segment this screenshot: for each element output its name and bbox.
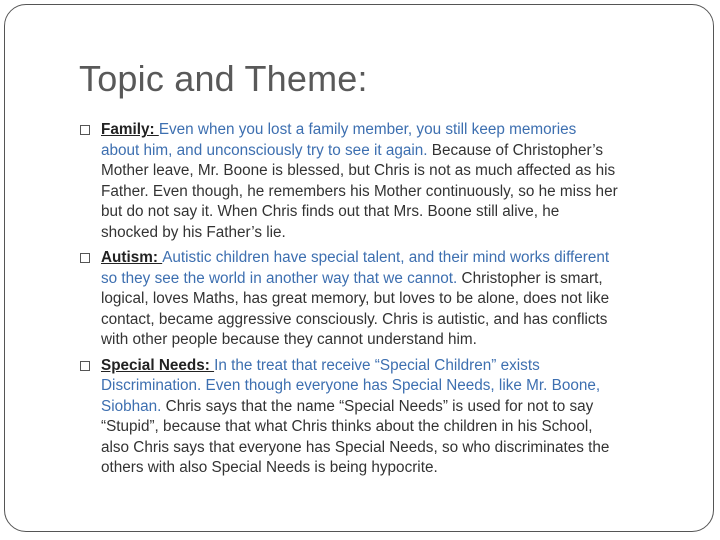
body-text: logical, loves Maths, has great memory, but loves to be alone, does not like	[101, 290, 610, 307]
bullet-label: Special Needs:	[101, 356, 215, 374]
bullet-line	[101, 161, 690, 182]
body-text: “Stupid”, because that what Chris thinks about the children in his School,	[101, 418, 593, 435]
bullet-list	[80, 120, 690, 484]
bullet-line	[101, 182, 690, 203]
body-text: Christopher is smart,	[457, 269, 603, 287]
body-text: Father. Even though, he remembers his Mother continuously, so he miss her	[101, 182, 618, 200]
body-text: but do not say it. When Chris finds out that Mrs. Boone still alive, he	[101, 203, 560, 220]
highlighted-text: Even when you lost a family member, you still keep memories	[158, 121, 577, 138]
highlighted-text: Siobhan.	[101, 397, 162, 415]
bullet-label: Family:	[101, 121, 159, 138]
bullet-line	[101, 202, 690, 223]
body-text: with other people because they cannot understand him.	[101, 331, 477, 348]
hollow-square-bullet-icon	[80, 361, 90, 371]
highlighted-text: Discrimination. Even though everyone has Special Needs, like Mr. Boone,	[101, 377, 601, 394]
bullet-line	[101, 141, 690, 162]
body-text: also Chris says that everyone has Special Needs, so who discriminates the	[101, 438, 610, 456]
bullet-line	[101, 248, 690, 269]
bullet-item	[80, 356, 690, 479]
highlighted-text: so they see the world in another way that we cannot.	[101, 269, 458, 287]
highlighted-text: Autistic children have special talent, and their mind works different	[162, 249, 610, 266]
bullet-line	[101, 417, 690, 438]
bullet-line	[101, 330, 690, 351]
body-text: others with also Special Needs is being hypocrite.	[101, 459, 438, 476]
slide-title: Topic and Theme:	[79, 58, 368, 99]
highlighted-text: about him, and unconsciously try to see it again.	[101, 141, 428, 159]
bullet-line	[101, 310, 690, 331]
body-text: contact, became aggressive consciously. Chris is autistic, and has conflicts	[101, 310, 608, 328]
highlighted-text: In the treat that receive “Special Children” exists	[214, 356, 540, 374]
bullet-label: Autism:	[101, 249, 163, 266]
bullet-line	[101, 438, 690, 459]
bullet-line	[101, 223, 690, 244]
hollow-square-bullet-icon	[80, 125, 90, 135]
bullet-line	[101, 376, 690, 397]
bullet-item	[80, 248, 690, 351]
body-text: shocked by his Father’s lie.	[101, 223, 286, 241]
hollow-square-bullet-icon	[80, 253, 90, 263]
bullet-line	[101, 289, 690, 310]
bullet-line	[101, 269, 690, 290]
bullet-line	[101, 120, 690, 141]
bullet-line	[101, 397, 690, 418]
body-text: Mother leave, Mr. Boone is blessed, but Chris is not as much affected as his	[101, 162, 616, 179]
body-text: Because of Christopher’s	[427, 141, 603, 159]
bullet-line	[101, 356, 690, 377]
bullet-line	[101, 458, 690, 479]
bullet-item	[80, 120, 690, 243]
body-text: Chris says that the name “Special Needs” is used for not to say	[161, 397, 594, 415]
